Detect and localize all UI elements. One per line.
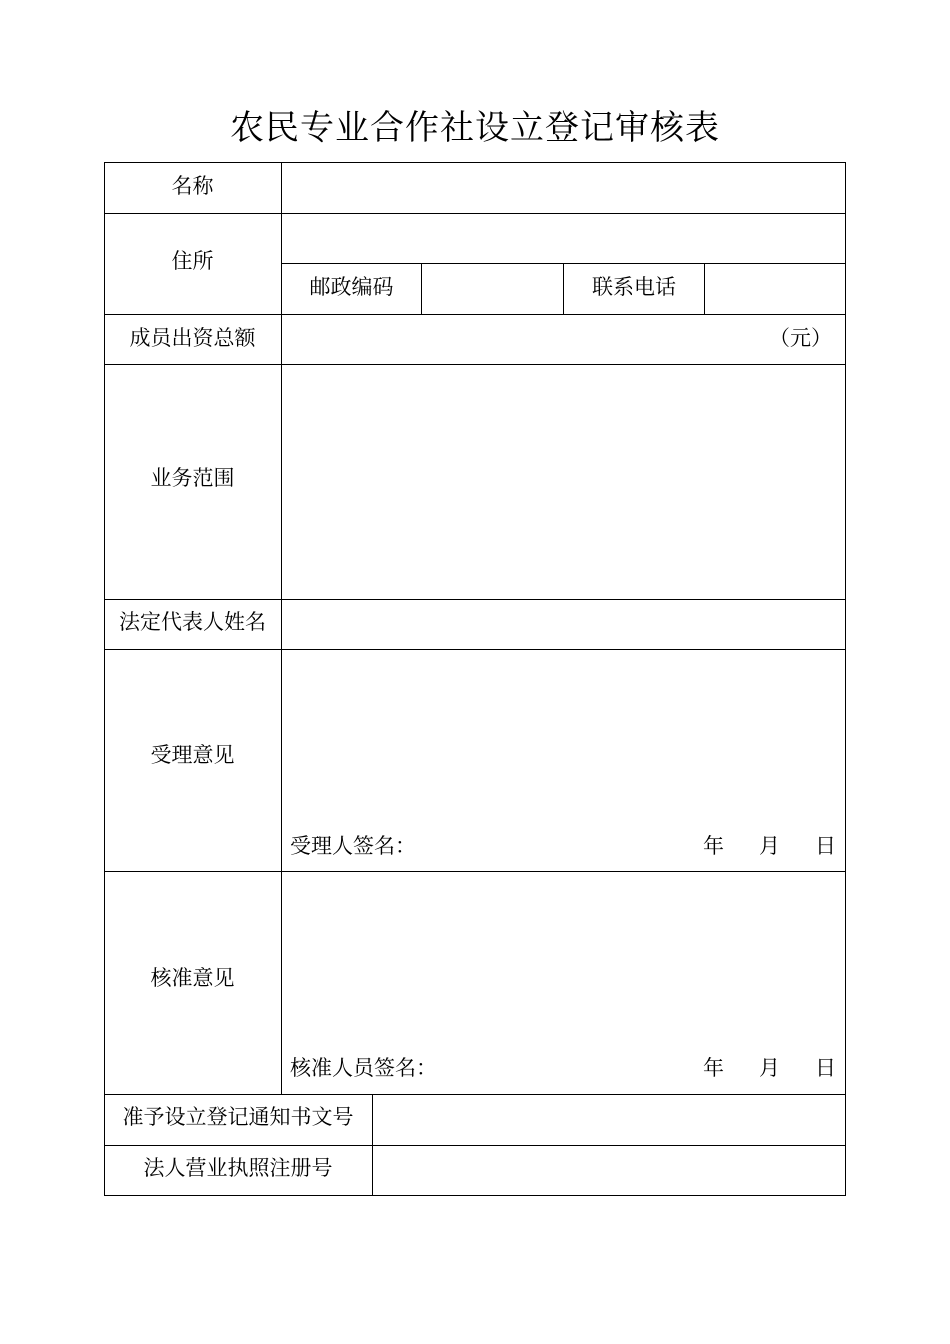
name-label: 名称	[171, 174, 214, 198]
form-title: 农民专业合作社设立登记审核表	[230, 108, 720, 148]
scope-label: 业务范围	[150, 466, 235, 490]
legal-rep-field[interactable]	[282, 600, 845, 649]
approve-date-month: 月	[759, 1056, 780, 1080]
postcode-label: 邮政编码	[309, 275, 394, 299]
approve-date-year: 年	[703, 1056, 724, 1080]
scope-field[interactable]	[282, 365, 845, 599]
approve-opinion-label: 核准意见	[150, 966, 235, 990]
accept-opinion-field[interactable]	[282, 650, 845, 810]
accept-opinion-label: 受理意见	[150, 743, 235, 767]
approve-signer-label: 核准人员签名：	[290, 1056, 437, 1080]
capital-unit: （元）	[769, 326, 832, 350]
address-label: 住所	[171, 249, 214, 273]
phone-field[interactable]	[705, 264, 845, 314]
approve-date-day: 日	[815, 1056, 836, 1080]
accept-signer-label: 受理人签名：	[290, 834, 416, 858]
license-number-field[interactable]	[373, 1146, 845, 1195]
capital-field[interactable]	[282, 315, 845, 364]
phone-label: 联系电话	[592, 275, 676, 299]
accept-date-month: 月	[759, 834, 780, 858]
notice-number-label: 准予设立登记通知书文号	[122, 1104, 354, 1129]
address-field[interactable]	[282, 214, 845, 263]
legal-rep-label: 法定代表人姓名	[119, 610, 266, 634]
notice-number-field[interactable]	[373, 1095, 845, 1145]
accept-date-day: 日	[815, 834, 836, 858]
postcode-field[interactable]	[422, 264, 563, 314]
table-border-right	[845, 162, 846, 1196]
license-number-label: 法人营业执照注册号	[143, 1155, 333, 1180]
table-border-bottom	[104, 1195, 846, 1196]
capital-label: 成员出资总额	[129, 326, 256, 350]
review-form-table	[104, 162, 846, 1196]
accept-date-year: 年	[703, 834, 724, 858]
name-field[interactable]	[282, 163, 845, 213]
approve-opinion-field[interactable]	[282, 872, 845, 1032]
